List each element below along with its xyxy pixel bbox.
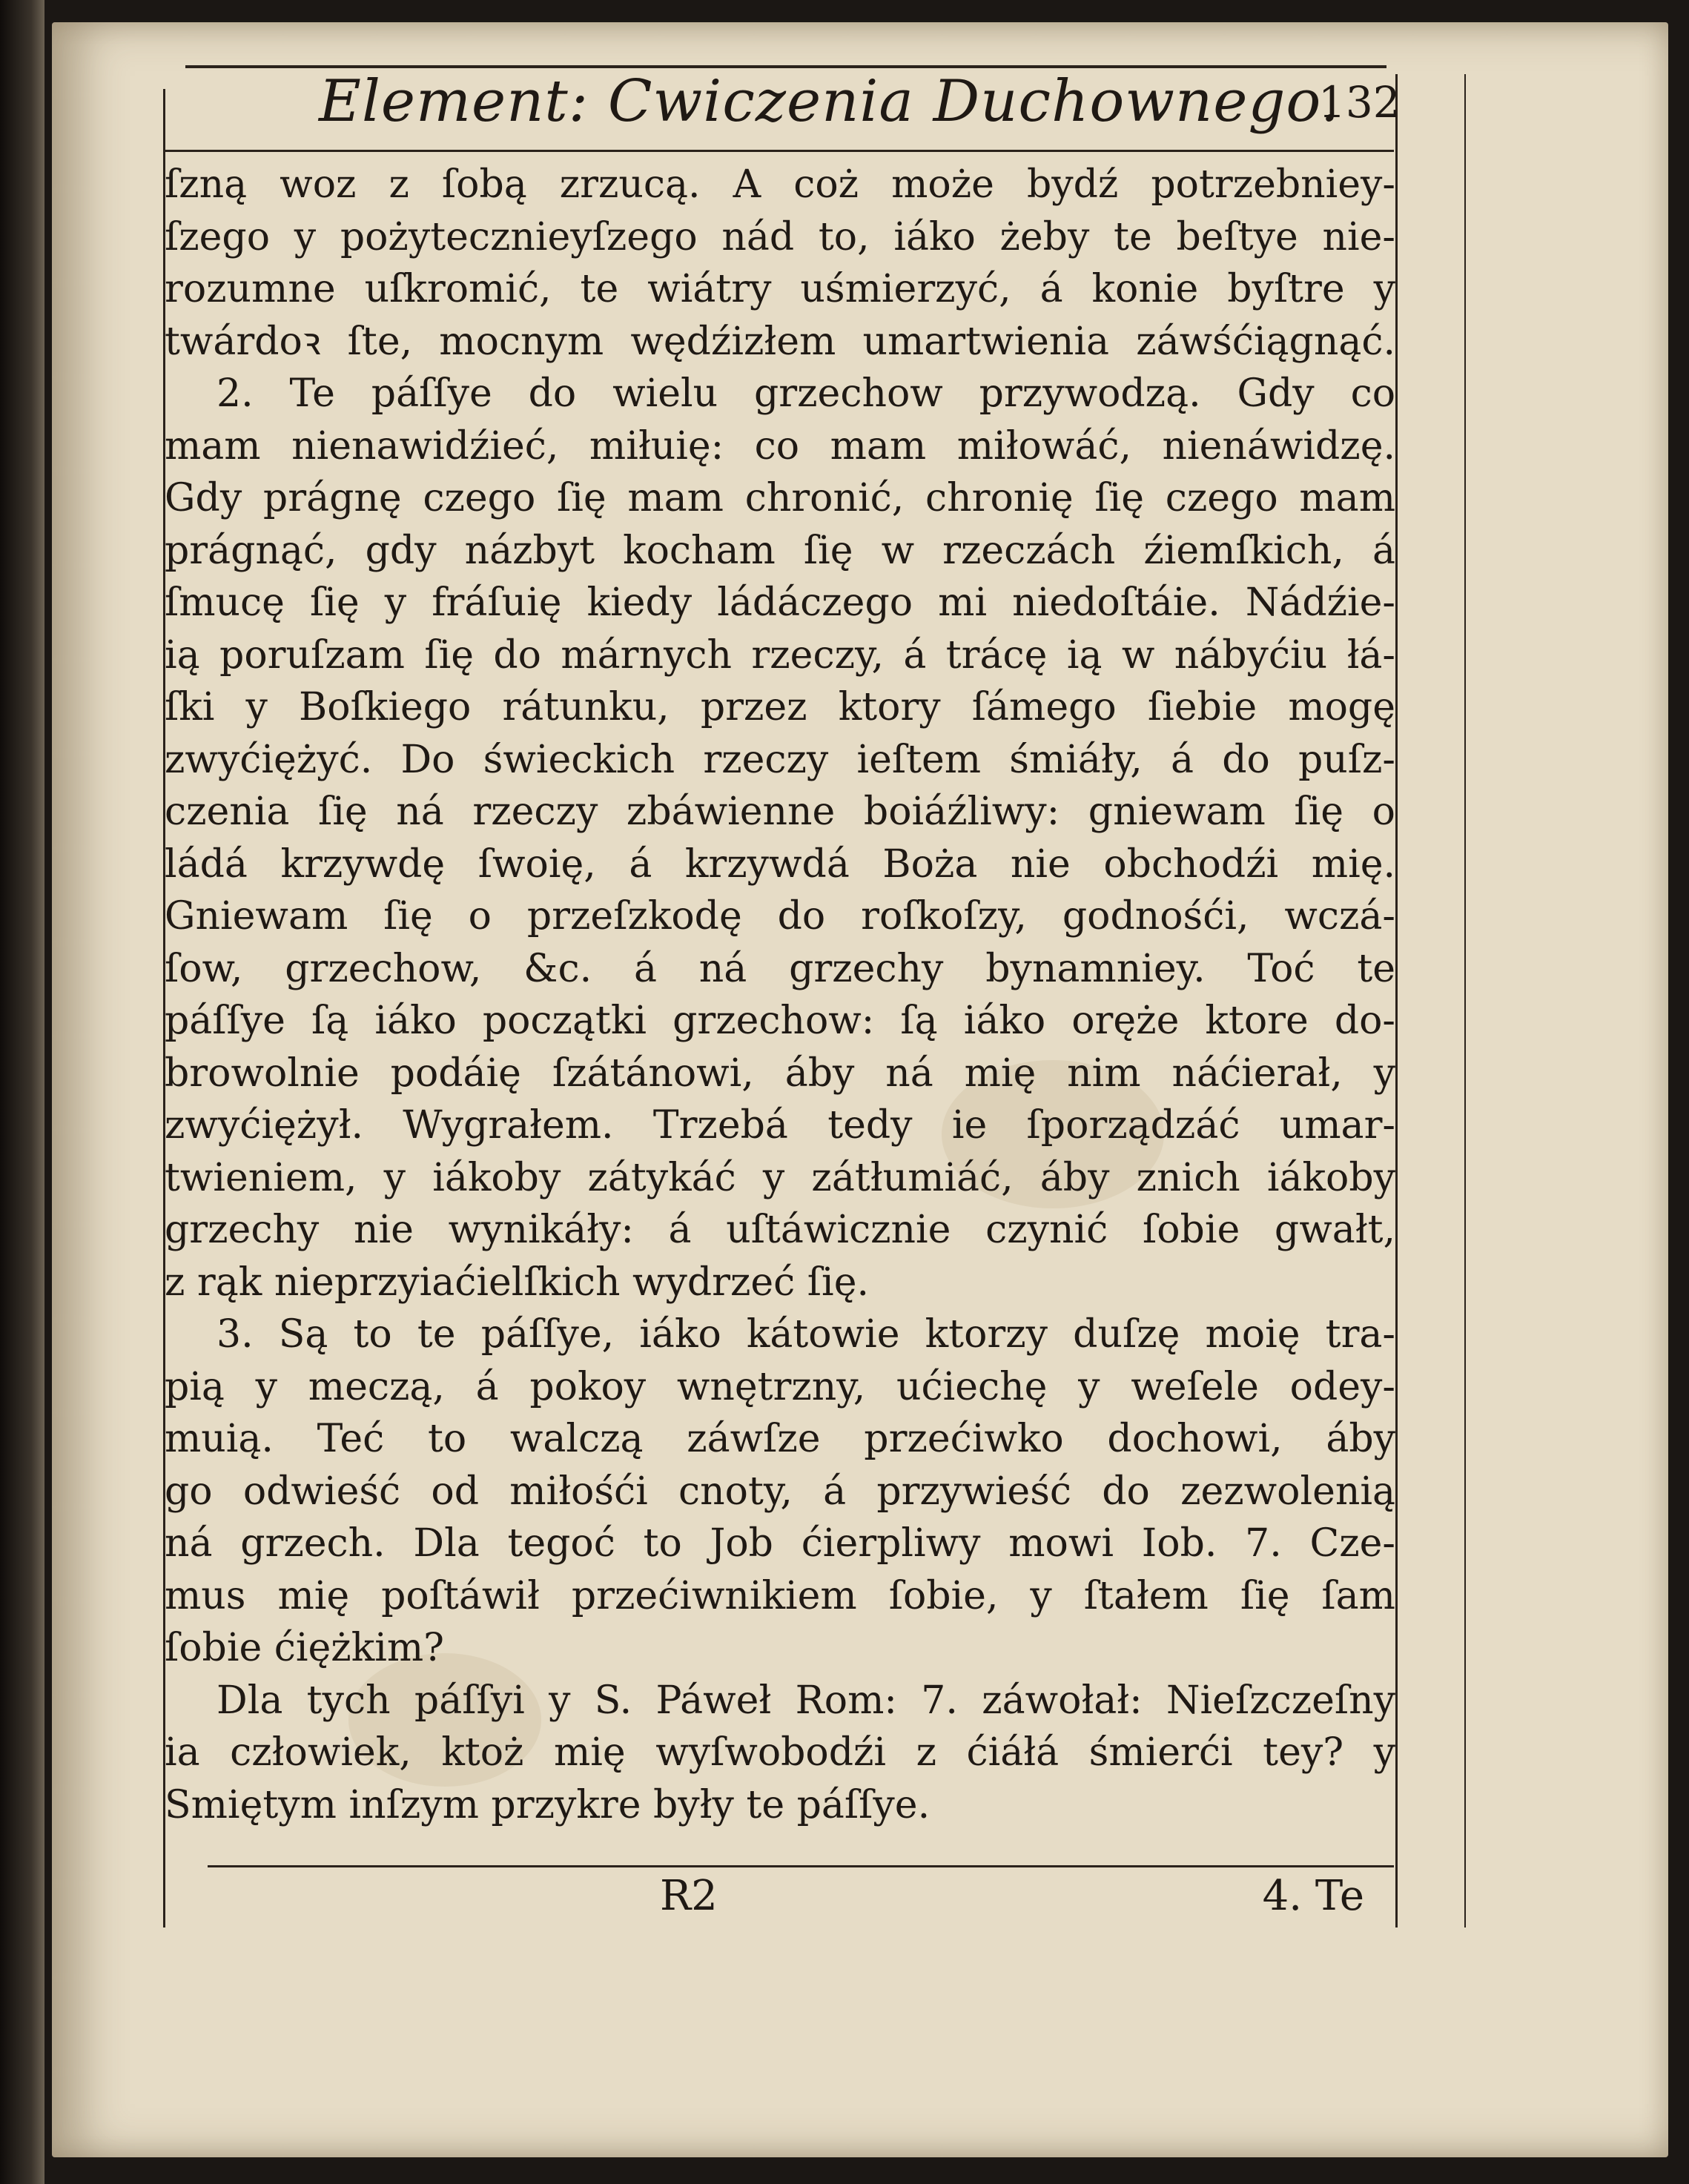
text-line: Gniewam ſię o przeſzkodę do roſkoſzy, godnośći, wczá- bbox=[165, 894, 1395, 939]
text-line: browolnie podáię ſzátánowi, áby ná mię nim náćierał, y bbox=[165, 1050, 1395, 1096]
text-line: zwyćiężył. Wygrałem. Trzebá tedy ie ſporządzáć umar- bbox=[165, 1103, 1395, 1148]
text-line: mus mię poſtáwił przećiwnikiem ſobie, y ſtałem ſię ſam bbox=[165, 1573, 1395, 1618]
signature-mark: R2 bbox=[660, 1872, 718, 1920]
text-line: muią. Teć to walczą záwſze przećiwko dochowi, áby bbox=[165, 1417, 1395, 1461]
header-bottom-rule bbox=[163, 150, 1394, 152]
book-gutter bbox=[0, 0, 44, 2184]
text-line: ſzego y pożytecznieyſzego nád to, iáko żeby te beſtye nie- bbox=[165, 214, 1395, 259]
text-line: z rąk nieprzyiaćielſkich wydrzeć ſię. bbox=[165, 1260, 869, 1305]
text-line: zwyćiężyć. Do świeckich rzeczy ieſtem śmiáły, á do puſz- bbox=[165, 737, 1395, 782]
catchword: 4. Te bbox=[1262, 1872, 1364, 1920]
frame-outer-right-rule bbox=[1464, 74, 1466, 1927]
text-line: go odwieść od miłośći cnoty, á przywieść do zezwolenią bbox=[165, 1469, 1395, 1514]
text-line: Smiętym inſzym przykre były te páſſye. bbox=[165, 1782, 931, 1827]
text-line: pią y meczą, á pokoy wnętrzny, ućiechę y weſele odey- bbox=[165, 1364, 1395, 1409]
page-number: 132 bbox=[1318, 77, 1401, 128]
text-line: ſki y Boſkiego rátunku, przez ktory ſámego ſiebie mogę bbox=[165, 685, 1395, 729]
text-line: ſzną woz z ſobą zrzucą. A coż może bydź potrzebniey- bbox=[165, 162, 1395, 207]
text-line: ſow, grzechow, &c. á ná grzechy bynamniey. Toć te bbox=[165, 946, 1395, 991]
text-line: twieniem, y iákoby zátykáć y zátłumiáć, áby znich iákoby bbox=[165, 1155, 1395, 1200]
text-line: páſſye ſą iáko początki grzechow: ſą iáko oręże ktore do- bbox=[165, 999, 1395, 1043]
text-line: ią poruſzam ſię do márnych rzeczy, á trácę ią w nábyćiu łá- bbox=[165, 632, 1395, 678]
text-line: ládá krzywdę ſwoię, á krzywdá Boża nie obchodźi mię. bbox=[165, 841, 1395, 887]
text-line: ná grzech. Dla tegoć to Job ćierpliwy mowi Iob. 7. Cze- bbox=[165, 1521, 1395, 1566]
body-text bbox=[165, 159, 1395, 1879]
text-line: ia człowiek, ktoż mię wyſwobodźi z ćiáłá śmierći tey? y bbox=[165, 1730, 1395, 1775]
text-line: twárdoꝛ ſte, mocnym wędźizłem umartwienia záwśćiągnąć. bbox=[165, 319, 1395, 364]
frame-right-rule bbox=[1395, 74, 1398, 1927]
text-line: 3. Są to te páſſye, iáko kátowie ktorzy duſzę moię tra- bbox=[217, 1312, 1395, 1357]
text-line: grzechy nie wynikáły: á uſtáwicznie czynić ſobie gwałt, bbox=[165, 1208, 1395, 1252]
running-title: Element: Cwiczenia Duchownego. bbox=[319, 68, 1340, 135]
text-line: rozumne uſkromić, te wiátry uśmierzyć, á konie byſtre y bbox=[165, 267, 1395, 311]
text-line: Dla tych páſſyi y S. Páweł Rom: 7. záwołał: Nieſzczeſny bbox=[217, 1678, 1395, 1723]
text-line: mam nienawidźieć, miłuię: co mam miłowáć, nienáwidzę. bbox=[165, 423, 1395, 469]
text-line: czenia ſię ná rzeczy zbáwienne boiáźliwy: gniewam ſię o bbox=[165, 790, 1395, 834]
text-line: ſobie ćiężkim? bbox=[165, 1626, 445, 1670]
text-line: 2. Te páſſye do wielu grzechow przywodzą. Gdy co bbox=[217, 371, 1395, 416]
footer-rule bbox=[208, 1865, 1394, 1867]
text-line: prágnąć, gdy názbyt kocham ſię w rzeczách źiemſkich, á bbox=[165, 528, 1395, 573]
text-line: ſmucę ſię y fráſuię kiedy ládáczego mi niedoſtáie. Nádźie- bbox=[165, 580, 1395, 625]
text-line: Gdy prágnę czego ſię mam chronić, chronię ſię czego mam bbox=[165, 476, 1395, 520]
